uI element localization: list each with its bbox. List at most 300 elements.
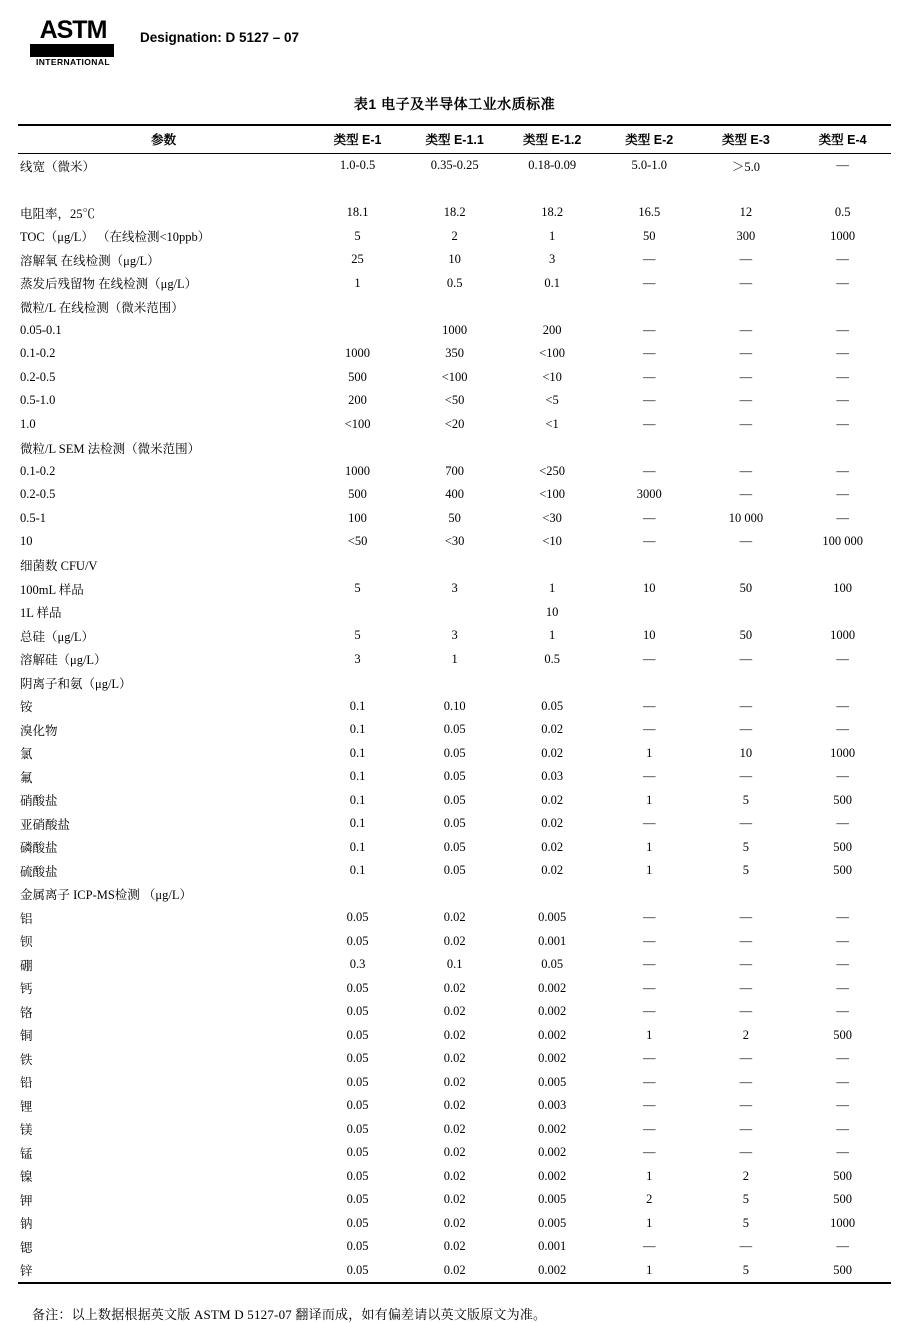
table-cell-param: 细菌数 CFU/V [20, 559, 98, 574]
table-cell-value: 400 [445, 487, 465, 502]
table-cell-value: 1 [646, 839, 653, 854]
table-row [18, 154, 891, 178]
table-row [18, 1165, 891, 1189]
table-cell-param: 硝酸盐 [20, 794, 58, 809]
table-cell-value: 1.0-0.5 [339, 158, 376, 173]
table-cell-value: <250 [539, 463, 566, 478]
table-row [18, 342, 891, 366]
table-cell-value: 0.05 [443, 816, 466, 831]
table-cell-value: — [739, 487, 753, 502]
table-cell-value: 0.5 [544, 651, 560, 666]
table-cell-value: 0.02 [443, 910, 466, 925]
table-cell-value: 0.05 [346, 1145, 369, 1160]
table-cell-value [503, 671, 601, 695]
table-cell-value: — [739, 1239, 753, 1254]
table-cell-value: 10 [739, 745, 753, 760]
table-cell-value: — [836, 816, 849, 831]
table-cell-param: 电阻率，25℃ [20, 206, 96, 221]
table-cell-value: 0.001 [538, 1239, 567, 1254]
table-cell-value: <5 [545, 393, 559, 408]
table-cell-value: — [739, 252, 753, 267]
table-row [18, 1188, 891, 1212]
table-cell-value: 0.02 [443, 1098, 466, 1113]
table-cell-value: 100 [833, 581, 852, 596]
table-cell-value: — [739, 1074, 753, 1089]
table-cell-value: — [836, 393, 849, 408]
table-cell-value: — [739, 816, 753, 831]
table-cell-value: 50 [739, 581, 753, 596]
table-cell-value: 0.02 [541, 839, 564, 854]
table-row [18, 272, 891, 296]
table-row [18, 366, 891, 390]
table-row [18, 765, 891, 789]
table-cell-value: 3 [354, 651, 361, 666]
table-cell-value: <50 [444, 393, 465, 408]
table-row [18, 859, 891, 883]
table-cell-value: 500 [833, 839, 852, 854]
table-cell-value [794, 671, 891, 695]
table-cell-value [309, 554, 406, 578]
table-cell-value: — [836, 416, 849, 431]
astm-logo-text: ASTM [39, 16, 107, 44]
table-cell-param: 100mL 样品 [20, 582, 84, 597]
table-cell-value: 0.05 [346, 1004, 369, 1019]
table-cell-value: 0.1 [349, 816, 366, 831]
table-cell-value: — [739, 651, 753, 666]
table-cell-value: — [643, 651, 656, 666]
table-cell-value: 0.35-0.25 [430, 158, 479, 173]
table-cell-value: 0.5 [446, 275, 463, 290]
table-cell-param: 0.2-0.5 [20, 369, 56, 384]
table-cell-value: — [643, 1121, 656, 1136]
table-cell-param: 铬 [20, 1005, 33, 1020]
table-cell-value: 50 [739, 628, 753, 643]
table-cell-value: 1 [646, 1215, 653, 1230]
table-cell-value: — [836, 252, 849, 267]
table-cell-value: 0.05 [346, 1121, 369, 1136]
table-cell-value: — [739, 698, 753, 713]
table-cell-value: 0.02 [443, 1121, 466, 1136]
table-cell-value: 0.05 [346, 1027, 369, 1042]
table-row [18, 1071, 891, 1095]
table-row [18, 671, 891, 695]
table-cell-value [503, 295, 601, 319]
table-cell-value: — [643, 416, 656, 431]
table-cell-value [503, 554, 601, 578]
table-cell-value: <100 [441, 369, 468, 384]
table-cell-value: 0.1 [349, 745, 366, 760]
table-body [18, 154, 891, 1283]
table-cell-value: — [643, 510, 656, 525]
table-cell-value: 5 [354, 581, 361, 596]
table-cell-value: 0.05 [443, 863, 466, 878]
table-cell-value: — [836, 275, 849, 290]
table-header-row [18, 125, 891, 154]
table-cell-value: — [643, 322, 656, 337]
table-cell-value: <30 [542, 510, 562, 525]
table-cell-value: 0.05 [346, 910, 369, 925]
table-cell-value: 0.002 [538, 1145, 567, 1160]
table-cell-value: 0.3 [349, 957, 366, 972]
table-row [18, 389, 891, 413]
table-row [18, 413, 891, 437]
table-cell-value: <20 [444, 416, 465, 431]
table-cell-value: 5 [742, 792, 750, 807]
table-cell-value: 3 [451, 581, 458, 596]
table-cell-value [601, 671, 698, 695]
table-cell-value: — [739, 416, 753, 431]
table-cell-param: 阴离子和氨（μg/L） [20, 676, 132, 691]
table-cell-value: <10 [542, 369, 562, 384]
table-cell-value: 5 [742, 1192, 750, 1207]
table-cell-value: 25 [351, 252, 364, 267]
table-cell-value: 2 [742, 1168, 750, 1183]
table-cell-value: — [643, 1004, 656, 1019]
table-cell-value [794, 436, 891, 460]
table-cell-value: 0.02 [443, 980, 466, 995]
table-cell-value: 1 [646, 1168, 653, 1183]
table-cell-value: — [643, 957, 656, 972]
table-cell-value: 700 [445, 463, 465, 478]
column-header-e11: 类型 E-1.1 [406, 125, 504, 154]
table-cell-param: 锶 [20, 1240, 33, 1255]
table-cell-value: 0.002 [538, 1262, 567, 1277]
table-cell-value: — [739, 722, 753, 737]
table-cell-param: 镁 [20, 1123, 33, 1138]
table-cell-value: 5 [354, 628, 361, 643]
table-cell-value: 1000 [830, 628, 856, 643]
table-cell-value: — [836, 322, 849, 337]
table-cell-value: 50 [643, 228, 656, 243]
table-cell-value: — [739, 463, 753, 478]
table-cell-param: 溶解硅（μg/L） [20, 653, 107, 668]
table-row [18, 789, 891, 813]
table-cell-value: 0.05 [346, 1098, 369, 1113]
table-row [18, 601, 891, 625]
table-row [18, 977, 891, 1001]
table-cell-value: — [836, 510, 849, 525]
table-row [18, 1118, 891, 1142]
table-cell-value: — [643, 1051, 656, 1066]
table-row [18, 1000, 891, 1024]
table-cell-value: — [739, 1051, 753, 1066]
table-spacer-cell [18, 178, 891, 202]
table-row [18, 295, 891, 319]
table-cell-value: 500 [833, 1168, 852, 1183]
table-cell-value: — [643, 1074, 656, 1089]
table-cell-value [309, 883, 406, 907]
table-row [18, 695, 891, 719]
table-cell-param: 氟 [20, 770, 33, 785]
table-cell-param: 铝 [20, 911, 33, 926]
column-header-e1: 类型 E-1 [309, 125, 406, 154]
table-cell-value: 10 [643, 628, 656, 643]
table-cell-param: 线宽（微米） [20, 159, 96, 174]
table-cell-param: 镍 [20, 1170, 33, 1185]
table-cell-value: 0.1 [349, 863, 366, 878]
table-cell-value: — [643, 1145, 656, 1160]
table-cell-value: 0.02 [541, 863, 564, 878]
table-cell-value: ＞5.0 [731, 159, 760, 174]
table-title: 表1 电子及半导体工业水质标准 [353, 96, 556, 112]
table-cell-value: — [643, 698, 656, 713]
table-cell-value: 0.02 [443, 1145, 466, 1160]
table-row [18, 319, 891, 343]
table-cell-param: 1L 样品 [20, 606, 62, 621]
table-cell-value: 2 [742, 1027, 750, 1042]
table-cell-param: 铜 [20, 1029, 33, 1044]
table-cell-param: TOC（μg/L） （在线检测<10ppb） [20, 230, 211, 245]
table-cell-value: 0.002 [538, 1121, 567, 1136]
table-cell-param: 0.5-1.0 [20, 393, 56, 408]
table-cell-value: 0.05 [346, 1168, 369, 1183]
table-cell-value: 5 [742, 863, 750, 878]
table-cell-value: — [739, 769, 753, 784]
table-cell-value: 0.05 [346, 1262, 369, 1277]
table-cell-value: — [643, 534, 656, 549]
table-cell-value: 0.05 [346, 1239, 369, 1254]
table-cell-value: — [836, 957, 849, 972]
table-cell-value: <100 [344, 416, 371, 431]
table-row [18, 1141, 891, 1165]
table-row [18, 436, 891, 460]
table-cell-value: 5 [742, 1262, 750, 1277]
table-row [18, 577, 891, 601]
table-row [18, 930, 891, 954]
table-cell-value: — [643, 252, 656, 267]
table-cell-value: — [739, 957, 753, 972]
table-cell-value: 500 [833, 1192, 852, 1207]
table-cell-value: — [836, 933, 849, 948]
table-cell-value: 500 [833, 1027, 852, 1042]
table-cell-param: 硫酸盐 [20, 864, 58, 879]
table-cell-value: 2 [646, 1192, 653, 1207]
table-cell-value: 0.05 [346, 1192, 369, 1207]
table-cell-value: 0.1 [349, 722, 366, 737]
table-cell-value: 16.5 [638, 205, 661, 220]
table-cell-value: 0.003 [538, 1098, 567, 1113]
column-header-e12: 类型 E-1.2 [503, 125, 601, 154]
table-cell-value: 1 [646, 745, 653, 760]
table-cell-value: 0.005 [538, 1192, 567, 1207]
table-cell-value [698, 671, 795, 695]
table-cell-value: 0.02 [443, 1215, 466, 1230]
table-cell-value: 1 [646, 1262, 653, 1277]
table-cell-value: — [836, 369, 849, 384]
table-cell-value: 1000 [830, 228, 856, 243]
table-cell-param: 亚硝酸盐 [20, 817, 71, 832]
table-cell-value: — [739, 980, 753, 995]
table-cell-value: — [836, 651, 849, 666]
table-cell-value: <100 [539, 487, 566, 502]
table-cell-value: 18.2 [443, 205, 466, 220]
table-cell-value: 500 [833, 1262, 852, 1277]
table-cell-value [698, 295, 795, 319]
table-cell-value: 18.1 [346, 205, 369, 220]
table-cell-value: 10 000 [728, 510, 764, 525]
table-cell-value: 0.05 [443, 769, 466, 784]
table-row [18, 201, 891, 225]
table-cell-value [406, 671, 504, 695]
table-cell-value [406, 295, 504, 319]
table-cell-value: — [836, 1239, 849, 1254]
table-cell-value [406, 883, 504, 907]
table-row [18, 1047, 891, 1071]
table-cell-value: 100 [348, 510, 367, 525]
table-cell-value: — [739, 1004, 753, 1019]
table-cell-value: 0.10 [443, 698, 466, 713]
table-cell-value: 0.005 [538, 910, 567, 925]
table-row [18, 1024, 891, 1048]
table-cell-value [794, 554, 891, 578]
table-cell-param: 微粒/L SEM 法检测（微米范围） [20, 441, 201, 456]
table-cell-value [794, 295, 891, 319]
table-row [18, 248, 891, 272]
table-cell-value [503, 436, 601, 460]
table-cell-value: — [836, 1074, 849, 1089]
table-cell-value: 0.05 [346, 1051, 369, 1066]
table-cell-value: — [739, 534, 753, 549]
table-row [18, 225, 891, 249]
document-header [18, 0, 891, 80]
table-cell-value: 0.1 [349, 698, 366, 713]
table-cell-param: 总硅（μg/L） [20, 629, 95, 644]
table-cell-value: — [836, 722, 849, 737]
table-cell-value: 0.02 [443, 933, 466, 948]
table-cell-value: — [836, 910, 849, 925]
table-cell-value: 0.02 [443, 1192, 466, 1207]
table-cell-value: — [643, 933, 656, 948]
table-cell-value [601, 883, 698, 907]
table-cell-value: 1 [354, 275, 361, 290]
table-cell-value: 0.02 [541, 816, 564, 831]
table-cell-param: 10 [20, 534, 33, 549]
table-cell-value: 500 [348, 487, 367, 502]
table-cell-param: 钙 [20, 982, 33, 997]
table-cell-param: 0.05-0.1 [20, 322, 62, 337]
table-cell-value: 500 [833, 792, 852, 807]
table-row [18, 483, 891, 507]
table-cell-value: 1 [549, 581, 556, 596]
table-cell-value: 0.002 [538, 1168, 567, 1183]
table-cell-value: 0.05 [443, 839, 466, 854]
table-cell-value: 0.1 [446, 957, 463, 972]
table-cell-value: <10 [542, 534, 562, 549]
table-cell-value: 0.1 [349, 839, 366, 854]
table-cell-value [601, 601, 698, 625]
table-cell-value: — [739, 933, 753, 948]
table-cell-value: 0.02 [443, 1074, 466, 1089]
table-cell-value: — [836, 463, 849, 478]
table-row [18, 742, 891, 766]
table-cell-value: — [643, 980, 656, 995]
table-cell-value: 0.002 [538, 1051, 567, 1066]
table-cell-param: 磷酸盐 [20, 841, 58, 856]
table-cell-value: 1000 [830, 745, 856, 760]
table-cell-value: — [643, 346, 656, 361]
table-cell-value: — [643, 275, 656, 290]
column-header-e4: 类型 E-4 [794, 125, 891, 154]
table-spacer-row [18, 178, 891, 202]
table-cell-value: 0.001 [538, 933, 567, 948]
table-cell-value: 5 [354, 228, 361, 243]
table-cell-value [406, 554, 504, 578]
table-cell-value: 0.05 [346, 1215, 369, 1230]
table-cell-value: 10 [448, 252, 461, 267]
table-cell-value: 100 000 [822, 534, 863, 549]
table-cell-value: 0.002 [538, 1004, 567, 1019]
table-cell-param: 锌 [20, 1264, 33, 1279]
table-cell-value: 0.002 [538, 980, 567, 995]
table-cell-value: 1 [646, 792, 653, 807]
table-cell-value: — [836, 1004, 849, 1019]
table-cell-value: — [739, 1098, 753, 1113]
table-cell-param: 溶解氧 在线检测（μg/L） [20, 253, 160, 268]
column-header-param: 参数 [18, 125, 309, 154]
table-cell-value: — [643, 816, 656, 831]
table-cell-param: 锂 [20, 1099, 33, 1114]
table-cell-value: 1 [646, 863, 653, 878]
astm-logo-subtext: INTERNATIONAL [36, 57, 110, 67]
table-cell-param: 锰 [20, 1146, 33, 1161]
table-bottom-rule [18, 1282, 891, 1284]
table-cell-value: 5.0-1.0 [631, 158, 667, 173]
designation-label: Designation: D 5127 – 07 [140, 30, 300, 45]
table-cell-param: 蒸发后残留物 在线检测（μg/L） [20, 277, 198, 292]
table-cell-value: — [739, 1145, 753, 1160]
table-cell-value: 0.002 [538, 1027, 567, 1042]
table-cell-value [406, 436, 504, 460]
table-cell-value: 1 [451, 651, 458, 666]
table-cell-value: 1000 [830, 1215, 856, 1230]
table-cell-value: 0.005 [538, 1215, 567, 1230]
table-cell-value: — [643, 910, 656, 925]
table-cell-value: 10 [643, 581, 656, 596]
table-cell-value: — [739, 910, 753, 925]
table-cell-value: — [836, 698, 849, 713]
table-cell-value: — [739, 369, 753, 384]
table-cell-value: 3 [549, 252, 556, 267]
table-cell-value: — [739, 275, 753, 290]
table-cell-value: 12 [739, 205, 753, 220]
table-cell-value: 0.02 [541, 745, 564, 760]
table-cell-value: 0.1 [544, 275, 560, 290]
table-cell-value: 1 [646, 1027, 653, 1042]
table-cell-value [698, 883, 795, 907]
table-cell-value: — [836, 1121, 849, 1136]
table-row [18, 1259, 891, 1283]
table-cell-value: 1000 [345, 463, 371, 478]
table-row [18, 836, 891, 860]
table-cell-value: 0.1 [349, 792, 366, 807]
table-cell-value: 300 [736, 228, 756, 243]
column-header-e3: 类型 E-3 [698, 125, 795, 154]
table-row [18, 906, 891, 930]
table-cell-param: 微粒/L 在线检测（微米范围） [20, 300, 184, 315]
table-cell-value: — [643, 393, 656, 408]
table-cell-value: 0.02 [443, 1239, 466, 1254]
table-cell-value: 0.02 [443, 1027, 466, 1042]
table-cell-value: — [836, 980, 849, 995]
table-row [18, 530, 891, 554]
table-cell-value: 0.02 [443, 1262, 466, 1277]
table-cell-value: 0.05 [346, 980, 369, 995]
table-cell-value [309, 295, 406, 319]
table-row [18, 648, 891, 672]
table-cell-value [503, 883, 601, 907]
table-cell-value: 1 [549, 628, 556, 643]
table-cell-value [309, 601, 406, 625]
